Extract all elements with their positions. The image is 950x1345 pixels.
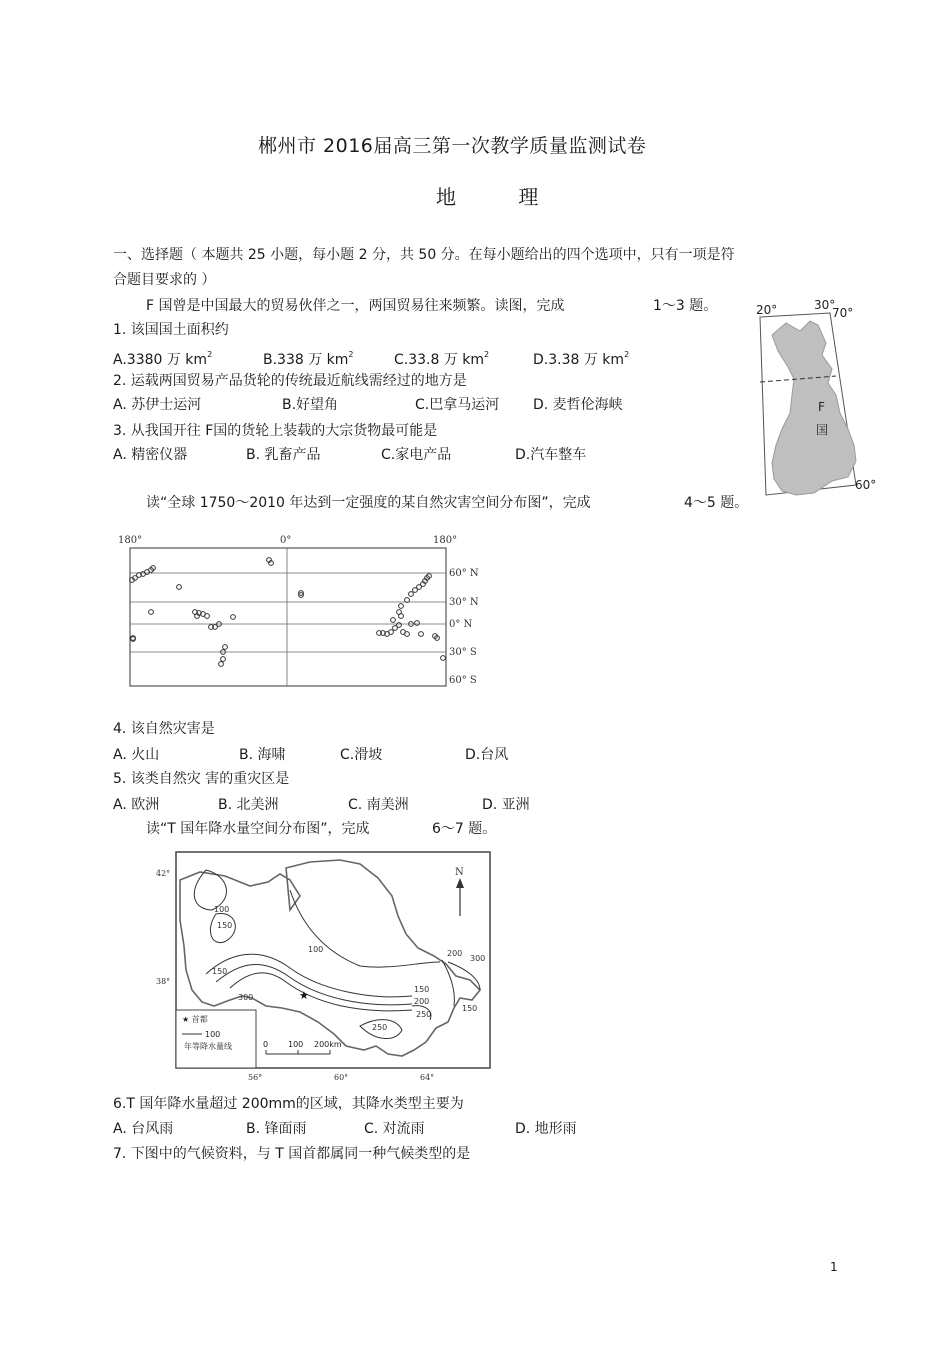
disaster-event-marker [231, 615, 236, 620]
q1-option-d-sup: 2 [624, 350, 630, 359]
top-label-180-right: 180° [433, 535, 458, 546]
subject-title: 地 理 [436, 185, 567, 209]
q3-option-b: B. 乳畜产品 [246, 447, 321, 463]
q1-option-d-text: D.3.38 万 km [533, 352, 625, 368]
q1-option-a [113, 346, 212, 369]
q3-option-c: C.家电产品 [381, 447, 452, 463]
q1-option-b [263, 346, 354, 369]
contour-label-300-south: 300 [238, 993, 254, 1002]
north-label: N [455, 867, 464, 878]
disaster-event-marker [149, 610, 154, 615]
disaster-event-marker [441, 656, 446, 661]
legend-isoline-label: 年等降水量线 [184, 1042, 232, 1051]
scale-label-200km: 200km [314, 1040, 342, 1049]
map-lat-60: 60° [855, 478, 877, 492]
contour-label-150: 150 [217, 921, 233, 930]
group1-stem: F 国曾是中国最大的贸易伙伴之一，两国贸易往来频繁。读图，完成 [146, 298, 565, 314]
q5-option-a: A. 欧洲 [113, 797, 160, 813]
disaster-event-marker [415, 621, 420, 626]
q3-option-d: D.汽车整车 [515, 447, 587, 463]
t-country-precip-map [150, 850, 500, 1085]
q1-option-d [533, 346, 629, 369]
disaster-event-marker [397, 623, 402, 628]
disaster-event-marker [399, 614, 404, 619]
map-country-f: F [818, 400, 825, 414]
q2-option-a: A. 苏伊士运河 [113, 397, 202, 413]
question-2: 2. 运载两国贸易产品货轮的传统最近航线需经过的地方是 [113, 373, 467, 389]
contour-150-south [206, 954, 412, 997]
page-number: 1 [830, 1260, 838, 1274]
lat-label-38: 38° [156, 977, 171, 986]
q1-option-c-text: C.33.8 万 km [394, 352, 485, 368]
q5-option-d: D. 亚洲 [482, 797, 530, 813]
contour-label-150-south: 150 [212, 967, 228, 976]
contour-label-250-se: 250 [416, 1010, 432, 1019]
contour-label-300-east: 300 [470, 954, 486, 963]
contour-label-150-se: 150 [414, 985, 430, 994]
q3-option-a: A. 精密仪器 [113, 447, 188, 463]
q4-option-c: C.滑坡 [340, 747, 383, 763]
contour-label-250-s: 250 [372, 1023, 388, 1032]
q2-option-b: B.好望角 [282, 397, 339, 413]
group2-stem: 读“全球 1750～2010 年达到一定强度的某自然灾害空间分布图”，完成 [146, 495, 591, 511]
precip-map-svg [150, 850, 500, 1085]
disaster-event-marker [389, 630, 394, 635]
q1-option-a-text: A.3380 万 km [113, 352, 208, 368]
scale-label-100: 100 [288, 1040, 304, 1049]
group3-stem: 读“T 国年降水量空间分布图”，完成 [146, 821, 370, 837]
map-lon-20: 20° [756, 303, 778, 317]
q1-option-b-text: B.338 万 km [263, 352, 349, 368]
q6-option-b: B. 锋面雨 [246, 1121, 307, 1137]
contour-label-200-se: 200 [414, 997, 430, 1006]
capital-star-icon: ★ [299, 989, 309, 1002]
question-6: 6.T 国年降水量超过 200mm的区域，其降水类型主要为 [113, 1096, 464, 1112]
group3-range: 6～7 题。 [432, 821, 497, 837]
legend-isoline-value: 100 [205, 1030, 221, 1039]
contour-label-150-e: 150 [462, 1004, 478, 1013]
disaster-event-marker [391, 618, 396, 623]
lat-label-60n: 60° N [449, 568, 479, 579]
section-intro-line2: 合题目要求的 ） [113, 272, 216, 288]
contour-label-100-center: 100 [308, 945, 324, 954]
q6-option-a: A. 台风雨 [113, 1121, 174, 1137]
lat-label-60s: 60° S [449, 675, 477, 686]
scale-label-0: 0 [263, 1040, 269, 1049]
disaster-points [130, 558, 446, 667]
lon-label-60: 60° [334, 1073, 349, 1082]
map-lat-70: 70° [832, 306, 854, 320]
q1-option-a-sup: 2 [207, 350, 213, 359]
contour-label-100: 100 [214, 905, 230, 914]
group1-range: 1～3 题。 [653, 298, 718, 314]
legend-capital: ★ 首都 [182, 1015, 208, 1024]
question-1: 1. 该国国土面积约 [113, 322, 229, 338]
q1-option-c [394, 346, 489, 369]
lat-label-0n: 0° N [449, 619, 473, 630]
disaster-event-marker [405, 632, 410, 637]
q1-option-b-sup: 2 [348, 350, 354, 359]
disaster-event-marker [177, 585, 182, 590]
map-country-guo: 国 [816, 423, 829, 437]
question-4: 4. 该自然灾害是 [113, 721, 215, 737]
lon-label-56: 56° [248, 1073, 263, 1082]
lat-label-30s: 30° S [449, 647, 477, 658]
top-label-180-left: 180° [118, 535, 143, 546]
lon-label-64: 64° [420, 1073, 435, 1082]
disaster-event-marker [399, 604, 404, 609]
q4-option-a: A. 火山 [113, 747, 160, 763]
disaster-event-marker [419, 632, 424, 637]
exam-title: 郴州市 2016届高三第一次教学质量监测试卷 [258, 135, 647, 157]
q5-option-c: C. 南美洲 [348, 797, 409, 813]
question-3: 3. 从我国开往 F国的货轮上装载的大宗货物最可能是 [113, 423, 438, 439]
q5-option-b: B. 北美洲 [218, 797, 279, 813]
disaster-map-svg [115, 528, 495, 696]
q2-option-d: D. 麦哲伦海峡 [533, 397, 623, 413]
section-intro-line1: 一、选择题（ 本题共 25 小题，每小题 2 分，共 50 分。在每小题给出的四个选项中，只有一项是符 [113, 247, 735, 263]
lat-label-30n: 30° N [449, 597, 479, 608]
q4-option-d: D.台风 [465, 747, 509, 763]
disaster-distribution-map [115, 528, 495, 696]
f-country-shape [772, 321, 856, 495]
contour-100-center [290, 890, 440, 967]
question-7: 7. 下图中的气候资料，与 T 国首都属同一种气候类型的是 [113, 1146, 471, 1162]
lat-label-42: 42° [156, 869, 171, 878]
disaster-event-marker [223, 645, 228, 650]
q6-option-c: C. 对流雨 [364, 1121, 425, 1137]
q6-option-d: D. 地形雨 [515, 1121, 577, 1137]
north-arrow-head-icon [456, 878, 464, 888]
disaster-event-marker [409, 592, 414, 597]
q2-option-c: C.巴拿马运河 [415, 397, 500, 413]
f-country-map [752, 295, 892, 500]
disaster-event-marker [205, 614, 210, 619]
f-country-map-svg [752, 295, 892, 500]
disaster-event-marker [221, 657, 226, 662]
question-5: 5. 该类自然灾 害的重灾区是 [113, 771, 290, 787]
q4-option-b: B. 海啸 [239, 747, 286, 763]
group2-range: 4～5 题。 [684, 495, 749, 511]
map-lon-30: 30° [814, 298, 836, 312]
contour-label-200-east: 200 [447, 949, 463, 958]
q1-option-c-sup: 2 [484, 350, 490, 359]
top-label-0: 0° [280, 535, 292, 546]
disaster-event-marker [219, 662, 224, 667]
